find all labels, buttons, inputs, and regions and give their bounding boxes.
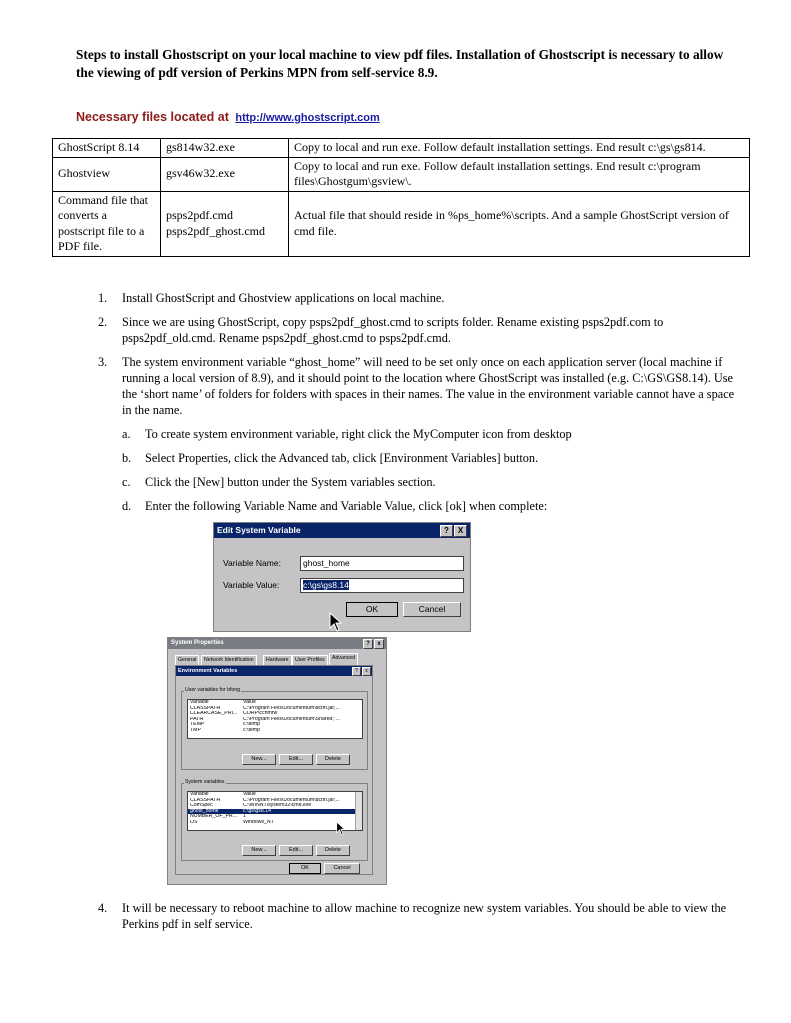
substep-letter: d. — [122, 499, 132, 513]
list-item — [98, 900, 738, 932]
tab-hardware[interactable]: Hardware — [263, 655, 292, 665]
file-note-cell: Actual file that should reside in %ps_home%\scripts. And a sample GhostScript version of cmd file. — [289, 191, 750, 256]
var-name: TEMP — [190, 722, 205, 728]
col-value: Value — [243, 700, 256, 705]
step-number: 2. — [98, 315, 108, 329]
file-name-cell: GhostScript 8.14 — [53, 139, 161, 158]
system-properties-dialog — [167, 637, 387, 885]
env-title: Environment Variables — [178, 668, 238, 674]
var-name: ghost_home — [190, 808, 219, 814]
var-name: TMP — [190, 727, 201, 733]
var-name: CLEARCASE_PRI... — [190, 711, 238, 717]
steps-list — [98, 290, 738, 522]
col-variable: Variable — [190, 700, 209, 705]
file-cmd-2: psps2pdf_ghost.cmd — [166, 223, 265, 238]
tab-general[interactable]: General — [175, 655, 199, 665]
tab-user-profiles[interactable]: User Profiles — [292, 655, 328, 665]
variable-name-input[interactable]: ghost_home — [300, 556, 464, 571]
var-value: Windows_NT — [243, 819, 274, 825]
env-cancel-button[interactable]: Cancel — [324, 863, 360, 874]
list-item — [122, 474, 738, 490]
mouse-pointer-icon — [329, 612, 343, 632]
var-value: 1 — [243, 814, 246, 820]
env-ok-button[interactable]: OK — [289, 863, 321, 874]
table-row — [53, 191, 750, 256]
user-edit-button[interactable]: Edit... — [279, 754, 313, 765]
var-value: C:\Program Files\Documentum\Shared;"... — [243, 716, 340, 722]
close-button[interactable]: x — [374, 639, 384, 649]
list-item — [122, 450, 738, 466]
necessary-files-line — [76, 110, 380, 124]
var-name: CLASSPATH — [190, 797, 221, 803]
substep-text: Select Properties, click the Advanced tab, click [Environment Variables] button. — [145, 451, 539, 465]
var-value: CORP\cchmrw — [243, 711, 278, 717]
file-name-cell: Ghostview — [53, 157, 161, 191]
file-exe-cell: gs814w32.exe — [161, 139, 289, 158]
file-note-cell: Copy to local and run exe. Follow default installation settings. End result c:\gs\gs814. — [289, 139, 750, 158]
dialog-title: Edit System Variable — [217, 525, 301, 535]
necessary-files-label: Necessary files located at — [76, 110, 229, 124]
substep-letter: c. — [122, 475, 131, 489]
step-text: Since we are using GhostScript, copy psps2pdf_ghost.cmd to scripts folder. Rename existing psps2pdf.com to psps2pdf_old.cmd. Rename psps2pdf_ghost.cmd to psps2pdf.cmd. — [122, 315, 664, 345]
variable-value-label: Variable Value: — [223, 580, 280, 590]
file-exe-cell: gsv46w32.exe — [161, 157, 289, 191]
var-value: c:\temp — [243, 722, 261, 728]
user-delete-button[interactable]: Delete — [316, 754, 350, 765]
substep-text: Click the [New] button under the System variables section. — [145, 475, 436, 489]
files-table — [52, 138, 750, 257]
file-exe-cell — [161, 191, 289, 256]
variable-name-label: Variable Name: — [223, 558, 281, 568]
ghostscript-link[interactable]: http://www.ghostscript.com — [235, 112, 380, 124]
col-value: Value — [243, 792, 256, 797]
mouse-pointer-icon — [336, 821, 346, 836]
list-item — [122, 426, 738, 442]
step-text: It will be necessary to reboot machine to allow machine to recognize new system variables. You should be able to view the Perkins pdf in self service. — [122, 901, 727, 931]
var-value: c:\temp — [243, 727, 261, 733]
help-button[interactable]: ? — [363, 639, 373, 649]
substep-text: Enter the following Variable Name and Variable Value, click [ok] when complete: — [145, 499, 548, 513]
variable-value-input[interactable] — [300, 578, 464, 593]
user-new-button[interactable]: New... — [242, 754, 276, 765]
var-value: C:\Program Files\Documentum\dctm.jar;... — [243, 705, 340, 711]
help-button[interactable]: ? — [352, 667, 361, 676]
var-name: CLASSPATH — [190, 705, 221, 711]
help-button[interactable]: ? — [440, 525, 453, 537]
scrollbar[interactable] — [355, 792, 362, 830]
dialog-titlebar — [214, 523, 470, 538]
var-name: OS — [190, 819, 198, 825]
user-variables-label: User variables for bfong — [185, 687, 241, 693]
close-button[interactable]: X — [454, 525, 467, 537]
list-item[interactable] — [188, 728, 362, 734]
cancel-button[interactable]: Cancel — [403, 602, 461, 617]
substep-letter: b. — [122, 451, 132, 465]
file-name-cell: Command file that converts a postscript file to a PDF file. — [53, 191, 161, 256]
list-item — [122, 498, 738, 514]
var-name: PATH — [190, 716, 204, 722]
step-number: 4. — [98, 901, 108, 915]
tab-advanced[interactable]: Advanced — [329, 653, 358, 665]
table-row — [53, 139, 750, 158]
list-item — [98, 290, 738, 306]
sysprops-title: System Properties — [171, 640, 224, 646]
table-row — [53, 157, 750, 191]
var-name: ComSpec — [190, 803, 213, 809]
var-value: c:\gs\gs8.14 — [243, 808, 271, 814]
env-titlebar — [176, 666, 372, 676]
document-heading: Steps to install Ghostscript on your local machine to view pdf files. Installation of Ghostscript is necessary to allow the viewing of pdf version of Perkins MPN from self-service 8.9. — [76, 47, 724, 80]
system-edit-button[interactable]: Edit... — [279, 845, 313, 856]
step-text: Install GhostScript and Ghostview applications on local machine. — [122, 291, 445, 305]
system-new-button[interactable]: New... — [242, 845, 276, 856]
tab-network-identification[interactable]: Network Identification — [201, 655, 257, 665]
selected-text: c:\gs\gs8.14 — [303, 580, 349, 590]
var-value: C:\WINNT\system32\cmd.exe — [243, 803, 312, 809]
file-cmd-1: psps2pdf.cmd — [166, 208, 233, 222]
var-value: C:\Program Files\Documentum\dctm.jar;... — [243, 797, 340, 803]
col-variable: Variable — [190, 792, 209, 797]
step-number: 3. — [98, 355, 108, 369]
list-item — [98, 314, 738, 346]
substep-text: To create system environment variable, right click the MyComputer icon from desktop — [145, 427, 572, 441]
substep-letter: a. — [122, 427, 131, 441]
file-note-cell: Copy to local and run exe. Follow default installation settings. End result c:\program files\Ghostgum\gsview\. — [289, 157, 750, 191]
user-variables-list[interactable] — [187, 699, 363, 739]
step-text: The system environment variable “ghost_home” will need to be set only once on each application server (local machine if running a local version of 8.9), and it should point to the location where GhostScript was installed (e.g. C:\GS\GS8.14). Use the ‘short name’ of folders for folders with spaces in their names. The value in the environment variable cannot have a space in the name. — [122, 355, 735, 417]
environment-variables-dialog — [175, 665, 373, 875]
edit-system-variable-dialog — [213, 522, 471, 632]
step-4 — [98, 900, 738, 932]
var-name: NUMBER_OF_PR... — [190, 814, 237, 820]
system-delete-button[interactable]: Delete — [316, 845, 350, 856]
ok-button[interactable]: OK — [346, 602, 398, 617]
close-button[interactable]: x — [362, 667, 371, 676]
step-number: 1. — [98, 291, 108, 305]
sysprops-titlebar — [168, 638, 386, 649]
system-variables-label: System variables — [185, 779, 225, 785]
list-item — [98, 354, 738, 418]
